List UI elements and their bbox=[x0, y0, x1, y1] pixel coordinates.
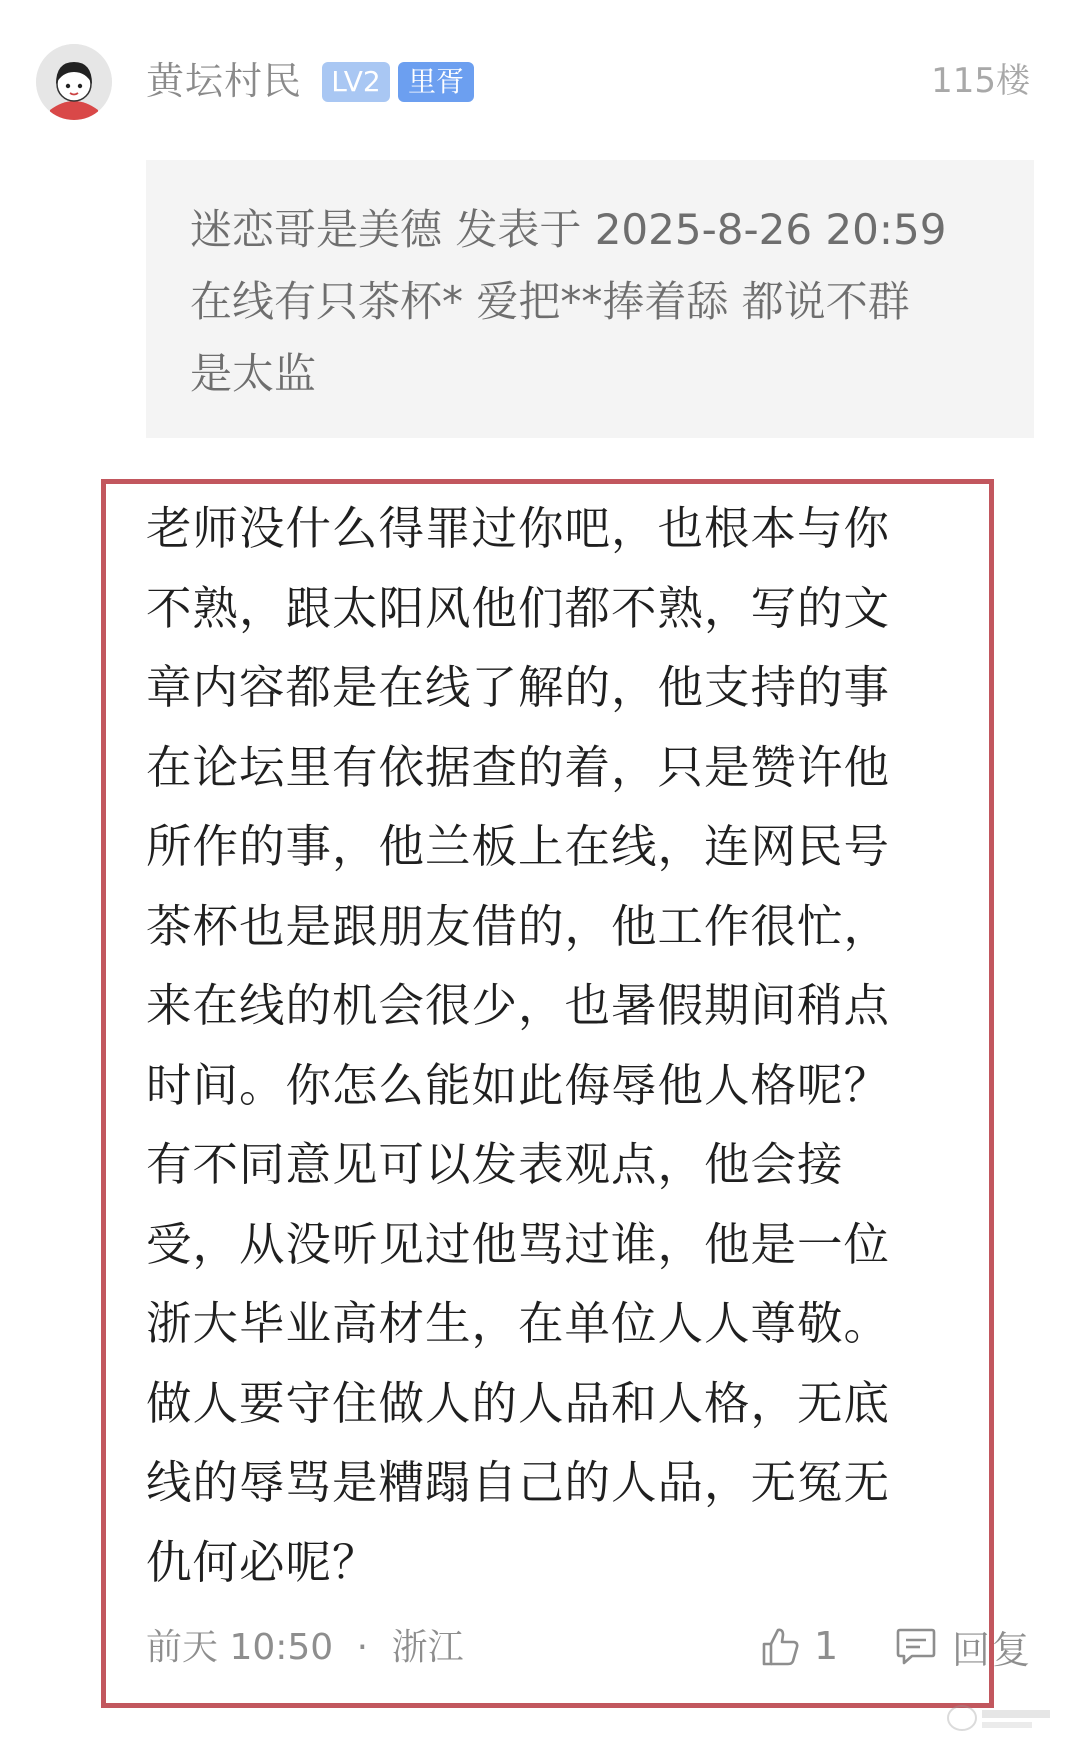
title-badge: 里胥 bbox=[398, 62, 474, 102]
meta-separator: · bbox=[356, 1627, 369, 1668]
thumbs-up-icon bbox=[758, 1624, 802, 1668]
reply-text-line: 线的辱骂是糟蹋自己的人品，无冤无 bbox=[146, 1456, 891, 1509]
quoted-post[interactable] bbox=[146, 160, 1034, 438]
reply-text-line: 仇何必呢？ bbox=[146, 1535, 379, 1589]
reply-text-line: 时间。你怎么能如此侮辱他人格呢？ bbox=[146, 1058, 891, 1112]
reply-text-line: 在论坛里有依据查的着，只是赞许他 bbox=[146, 740, 891, 794]
post-location: 浙江 bbox=[391, 1627, 464, 1668]
post-meta bbox=[146, 1624, 464, 1672]
like-button[interactable] bbox=[758, 1618, 838, 1674]
quote-text-line: 是太监 bbox=[190, 349, 317, 398]
reply-text-line: 章内容都是在线了解的，他支持的事 bbox=[146, 661, 891, 714]
reply-text-line: 做人要守住做人的人品和人格，无底 bbox=[146, 1376, 891, 1430]
watermark-icon bbox=[944, 1700, 1054, 1736]
reply-text-line: 不熟，跟太阳风他们都不熟，写的文 bbox=[146, 581, 891, 635]
comment-icon bbox=[894, 1624, 938, 1668]
reply-text-line: 茶杯也是跟朋友借的，他工作很忙， bbox=[146, 899, 891, 953]
reply-body bbox=[146, 489, 976, 1602]
quote-text-line: 在线有只茶杯* 爱把**捧着舔 都说不群 bbox=[190, 277, 910, 326]
reply-label: 回复 bbox=[952, 1627, 1033, 1672]
reply-text-line: 所作的事，他兰板上在线，连网民号 bbox=[146, 820, 891, 873]
cartoon-avatar-icon bbox=[36, 44, 112, 120]
floor-number: 115楼 bbox=[931, 61, 1030, 101]
watermark-logo bbox=[944, 1700, 1054, 1736]
level-badge: LV2 bbox=[322, 62, 390, 102]
user-avatar[interactable] bbox=[36, 44, 112, 120]
quote-header: 迷恋哥是美德 发表于 2025-8-26 20:59 bbox=[190, 205, 947, 254]
username[interactable]: 黄坛村民 bbox=[146, 59, 303, 103]
reply-text-line: 有不同意见可以发表观点，他会接 bbox=[146, 1138, 844, 1191]
like-count: 1 bbox=[814, 1624, 839, 1668]
reply-text-line: 受，从没听见过他骂过谁，他是一位 bbox=[146, 1217, 891, 1271]
reply-button[interactable] bbox=[894, 1618, 1032, 1674]
reply-text-line: 浙大毕业高材生，在单位人人尊敬。 bbox=[146, 1297, 891, 1350]
reply-text-line: 来在线的机会很少，也暑假期间稍点 bbox=[146, 979, 891, 1032]
reply-text-line: 老师没什么得罪过你吧，也根本与你 bbox=[146, 502, 891, 555]
post-time: 前天 10:50 bbox=[146, 1627, 334, 1668]
